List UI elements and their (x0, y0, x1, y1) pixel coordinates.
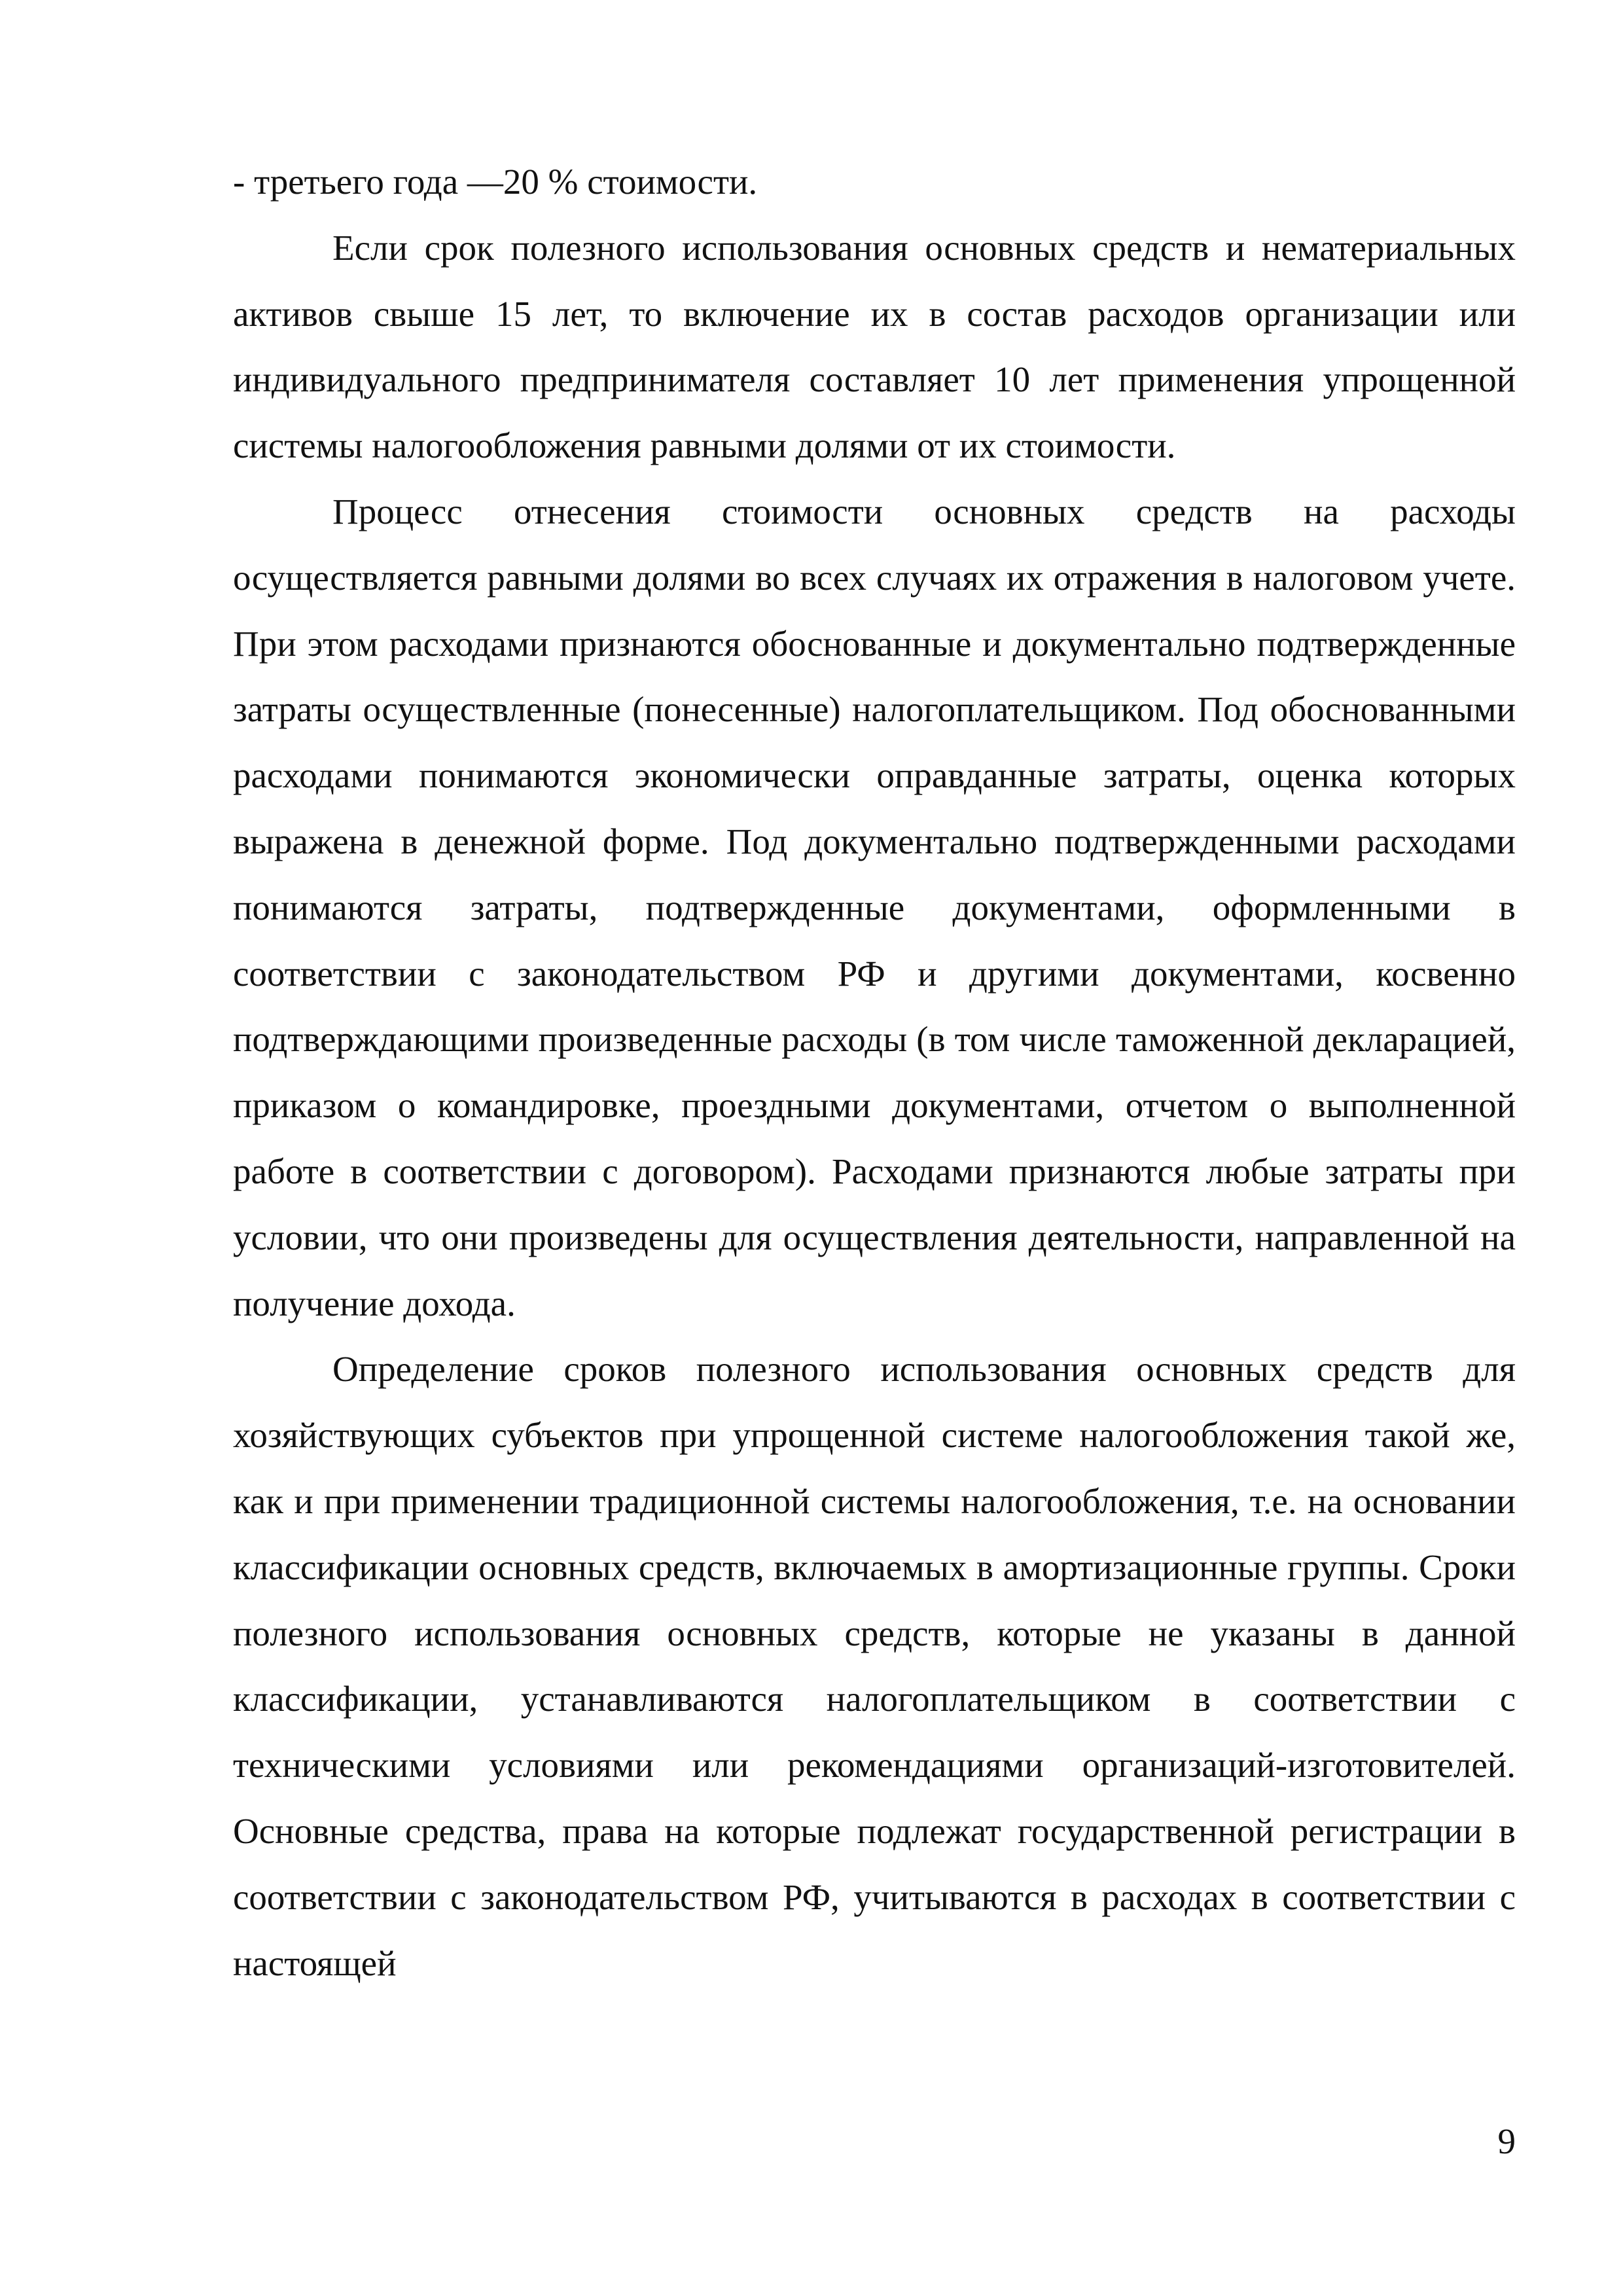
body-text (233, 149, 1516, 1996)
paragraph-useful-life-definition: Определение сроков полезного использования основных средств для хозяйствующих субъектов при упрощенной системе налогообложения такой же, как и при применении традиционной системы налогообложения, т.е. на основании классификации основных средств, включаемых в амортизационные группы. Сроки полезного использования основных средств, которые не указаны в данной классификации, устанавливаются налогоплательщиком в соответствии с техническими условиями или рекомендациями организаций-изготовителей. Основные средства, права на которые подлежат государственной регистрации в соответствии с законодательством РФ, учитываются в расходах в соответствии с настоящей (233, 1349, 1516, 1983)
paragraph-expense-process: Процесс отнесения стоимости основных средств на расходы осуществляется равными долями во всех случаях их отражения в налоговом учете. При этом расходами признаются обоснованные и документально подтвержденные затраты осуществленные (понесенные) налогоплательщиком. Под обоснованными расходами понимаются экономически оправданные затраты, оценка которых выражена в денежной форме. Под документально подтвержденными расходами понимаются затраты, подтвержденные документами, оформленными в соответствии с законодательством РФ и другими документами, косвенно подтверждающими произведенные расходы (в том числе таможенной декларацией, приказом о командировке, проездными документами, отчетом о выполненной работе в соответствии с договором). Расходами признаются любые затраты при условии, что они произведены для осуществления деятельности, направленной на получение дохода. (233, 491, 1516, 1323)
paragraph-useful-life: Если срок полезного использования основных средств и нематериальных активов свыше 15 лет, то включение их в состав расходов организации или индивидуального предпринимателя составляет 10 лет применения упрощенной системы налогообложения равными долями от их стоимости. (233, 227, 1516, 466)
paragraph-third-year: - третьего года —20 % стоимости. (233, 162, 758, 202)
page-number: 9 (1497, 2121, 1516, 2161)
